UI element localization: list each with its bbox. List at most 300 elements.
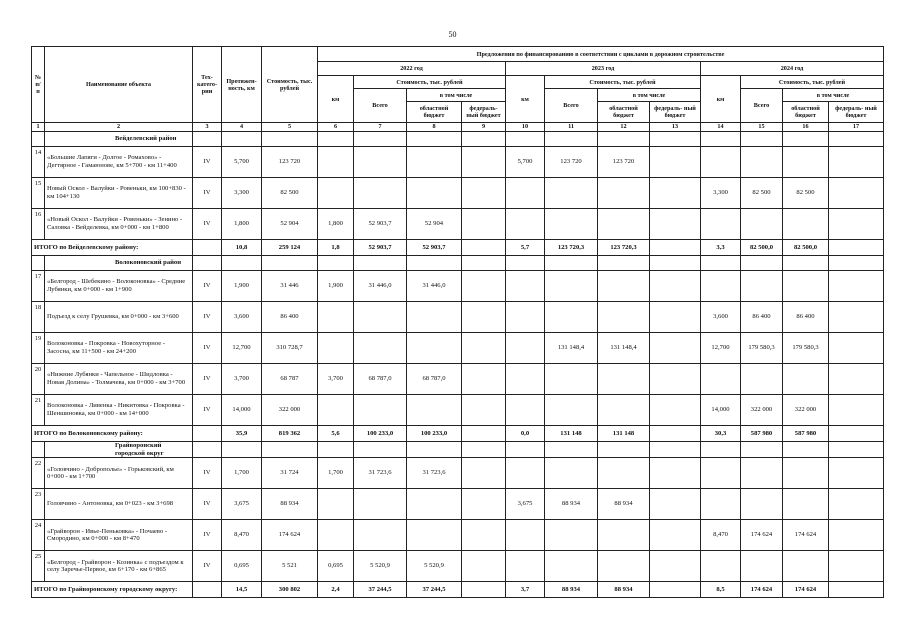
data-cell [545, 271, 598, 302]
district-cell [545, 256, 598, 271]
data-cell [462, 302, 506, 333]
header-name: Наименование объекта [45, 47, 193, 123]
district-name: Грайворонский городской округ [45, 442, 193, 458]
district-cell [701, 132, 741, 147]
data-cell [318, 302, 354, 333]
header-year-2022: 2022 год [318, 62, 506, 76]
data-cell [506, 520, 545, 551]
data-cell: 86 400 [783, 302, 829, 333]
data-cell [462, 458, 506, 489]
data-cell: 174 624 [262, 520, 318, 551]
column-index-cell: 6 [318, 123, 354, 132]
header-total-2023: Всего [545, 89, 598, 123]
data-cell [598, 364, 650, 395]
total-cell [650, 582, 701, 598]
data-cell [650, 178, 701, 209]
total-cell: 123 720,3 [545, 240, 598, 256]
data-cell [318, 178, 354, 209]
data-cell: 1,800 [318, 209, 354, 240]
data-cell: IV [193, 551, 222, 582]
district-cell [783, 442, 829, 458]
data-cell: 88 934 [598, 489, 650, 520]
row-number: 21 [32, 395, 45, 426]
district-cell [598, 256, 650, 271]
data-cell: IV [193, 489, 222, 520]
data-cell [318, 395, 354, 426]
data-cell [545, 551, 598, 582]
total-cell: 37 244,5 [354, 582, 407, 598]
data-cell: 12,700 [222, 333, 262, 364]
row-number: 18 [32, 302, 45, 333]
total-cell: 37 244,5 [407, 582, 462, 598]
header-incl-2024: в том числе [783, 89, 884, 102]
data-cell: 3,700 [318, 364, 354, 395]
table-row [32, 395, 884, 426]
data-cell [462, 333, 506, 364]
data-cell [650, 551, 701, 582]
data-cell: 31 724 [262, 458, 318, 489]
data-cell [545, 458, 598, 489]
header-incl-2023: в том числе [598, 89, 701, 102]
data-cell: 5 520,9 [407, 551, 462, 582]
total-cell: 259 124 [262, 240, 318, 256]
data-cell [701, 458, 741, 489]
total-cell [829, 582, 884, 598]
data-cell: 3,300 [222, 178, 262, 209]
data-cell [462, 489, 506, 520]
column-index-cell: 11 [545, 123, 598, 132]
header-incl-2022: в том числе [407, 89, 506, 102]
district-cell [318, 256, 354, 271]
data-cell [462, 551, 506, 582]
row-number: 16 [32, 209, 45, 240]
district-cell [783, 256, 829, 271]
data-cell [354, 147, 407, 178]
data-cell: 14,000 [222, 395, 262, 426]
data-cell [701, 147, 741, 178]
data-cell [829, 333, 884, 364]
data-cell: 179 580,3 [783, 333, 829, 364]
total-cell: 123 720,3 [598, 240, 650, 256]
data-cell [407, 395, 462, 426]
data-cell [741, 147, 783, 178]
data-cell: 1,700 [222, 458, 262, 489]
data-cell: IV [193, 271, 222, 302]
district-cell [829, 256, 884, 271]
total-cell [462, 426, 506, 442]
data-cell [829, 209, 884, 240]
district-cell [741, 256, 783, 271]
data-cell: IV [193, 147, 222, 178]
total-row [32, 582, 884, 598]
header-cost: Стоимость, тыс. рублей [262, 47, 318, 123]
object-name: Волоконовка - Покровка - Новохуторное - Засосна, км 11+500 - км 24+200 [45, 333, 193, 364]
table-row [32, 333, 884, 364]
data-cell [506, 551, 545, 582]
data-cell [741, 271, 783, 302]
data-cell [506, 209, 545, 240]
data-cell [598, 178, 650, 209]
total-cell: 2,4 [318, 582, 354, 598]
row-number: 24 [32, 520, 45, 551]
data-cell [407, 302, 462, 333]
data-cell [701, 209, 741, 240]
total-cell: 10,8 [222, 240, 262, 256]
district-cell [193, 442, 222, 458]
object-name: «Большие Лапяги - Долгое - Ромахово» - Дегтярное - Гамаюнове, км 5+700 - км 11+400 [45, 147, 193, 178]
data-cell [354, 489, 407, 520]
total-label: ИТОГО по Вейделевскому району: [32, 240, 193, 256]
data-cell [598, 551, 650, 582]
data-cell: 31 723,6 [354, 458, 407, 489]
district-cell [262, 442, 318, 458]
district-cell [407, 442, 462, 458]
header-total-2024: Всего [741, 89, 783, 123]
total-cell: 587 980 [783, 426, 829, 442]
data-cell: 5 520,9 [354, 551, 407, 582]
data-cell [650, 302, 701, 333]
data-cell [829, 395, 884, 426]
district-cell [462, 442, 506, 458]
total-cell: 100 233,0 [407, 426, 462, 442]
district-name: Волоконовский район [45, 256, 193, 271]
data-cell [650, 395, 701, 426]
total-cell: 131 148 [598, 426, 650, 442]
data-cell: 3,600 [701, 302, 741, 333]
total-cell: 82 500,0 [741, 240, 783, 256]
data-cell [783, 551, 829, 582]
data-cell: 82 500 [741, 178, 783, 209]
data-cell [462, 395, 506, 426]
header-km-2023: км [506, 76, 545, 123]
data-cell [741, 458, 783, 489]
data-cell [506, 458, 545, 489]
row-number: 23 [32, 489, 45, 520]
district-row [32, 442, 884, 458]
header-year-2024: 2024 год [701, 62, 884, 76]
data-cell [783, 364, 829, 395]
district-cell [829, 442, 884, 458]
data-cell [506, 333, 545, 364]
data-cell [741, 209, 783, 240]
header-length: Протяжен- ность, км [222, 47, 262, 123]
total-cell: 14,5 [222, 582, 262, 598]
data-cell [318, 520, 354, 551]
district-cell [506, 256, 545, 271]
data-cell [598, 520, 650, 551]
district-cell [32, 256, 45, 271]
data-cell [506, 178, 545, 209]
data-cell [407, 333, 462, 364]
district-cell [354, 256, 407, 271]
total-cell: 52 903,7 [407, 240, 462, 256]
district-cell [545, 442, 598, 458]
data-cell: 86 400 [262, 302, 318, 333]
total-row [32, 426, 884, 442]
header-regional-2023: областной бюджет [598, 102, 650, 123]
row-number: 25 [32, 551, 45, 582]
district-cell [701, 256, 741, 271]
data-cell: 1,900 [318, 271, 354, 302]
data-cell [783, 458, 829, 489]
road-financing-table [31, 46, 884, 598]
data-cell [650, 209, 701, 240]
table-row [32, 489, 884, 520]
data-cell [354, 178, 407, 209]
data-cell [598, 302, 650, 333]
data-cell: 131 148,4 [598, 333, 650, 364]
data-cell [462, 271, 506, 302]
district-cell [506, 132, 545, 147]
data-cell: 5,700 [222, 147, 262, 178]
data-cell [829, 364, 884, 395]
data-cell: IV [193, 178, 222, 209]
data-cell: 82 500 [262, 178, 318, 209]
column-index-cell: 16 [783, 123, 829, 132]
data-cell [506, 271, 545, 302]
data-cell [650, 458, 701, 489]
data-cell [783, 209, 829, 240]
data-cell: 322 000 [783, 395, 829, 426]
data-cell [506, 364, 545, 395]
data-cell: 123 720 [545, 147, 598, 178]
total-cell: 88 934 [598, 582, 650, 598]
table-row [32, 364, 884, 395]
data-cell: 86 400 [741, 302, 783, 333]
row-number: 14 [32, 147, 45, 178]
data-cell [598, 271, 650, 302]
district-cell [462, 256, 506, 271]
district-cell [354, 132, 407, 147]
data-cell: 82 500 [783, 178, 829, 209]
total-cell: 0,0 [506, 426, 545, 442]
district-cell [222, 132, 262, 147]
district-cell [545, 132, 598, 147]
total-cell: 3,3 [701, 240, 741, 256]
column-index-cell: 1 [32, 123, 45, 132]
district-cell [262, 132, 318, 147]
object-name: Головчино - Антоновка, км 0+023 - км 3+698 [45, 489, 193, 520]
total-cell [650, 426, 701, 442]
total-cell: 35,9 [222, 426, 262, 442]
total-cell [829, 240, 884, 256]
total-cell [462, 582, 506, 598]
district-cell [318, 442, 354, 458]
district-cell [701, 442, 741, 458]
data-cell [407, 178, 462, 209]
data-cell [650, 147, 701, 178]
header-federal-2023: федераль- ный бюджет [650, 102, 701, 123]
table-row [32, 178, 884, 209]
column-index-row [32, 123, 884, 132]
total-cell: 300 802 [262, 582, 318, 598]
data-cell [598, 395, 650, 426]
data-cell: 0,695 [222, 551, 262, 582]
district-cell [506, 442, 545, 458]
district-cell [783, 132, 829, 147]
district-row [32, 256, 884, 271]
header-cost-2022: Стоимость, тыс. рублей [354, 76, 506, 89]
data-cell [701, 551, 741, 582]
data-cell: 179 580,3 [741, 333, 783, 364]
total-cell [829, 426, 884, 442]
object-name: «Новый Оскол - Валуйки - Ровеньки» - Зенино - Саловка - Вейделевка, км 0+000 - км 1+800 [45, 209, 193, 240]
header-federal-2022: федераль- ный бюджет [462, 102, 506, 123]
object-name: «Белгород - Грайворон - Козинка» с подъездом к селу Заречье-Первое, км 6+170 - км 6+865 [45, 551, 193, 582]
total-label: ИТОГО по Волоконовскому району: [32, 426, 193, 442]
row-number: 15 [32, 178, 45, 209]
data-cell [650, 333, 701, 364]
total-cell [193, 582, 222, 598]
district-cell [407, 132, 462, 147]
data-cell [506, 395, 545, 426]
data-cell [545, 178, 598, 209]
district-cell [741, 132, 783, 147]
district-cell [262, 256, 318, 271]
total-cell: 131 148 [545, 426, 598, 442]
object-name: Волоконовка - Ливенка - Никитовка - Покровка - Шеншиновка, км 0+000 - км 14+000 [45, 395, 193, 426]
district-cell [650, 256, 701, 271]
total-cell: 30,3 [701, 426, 741, 442]
data-cell [701, 271, 741, 302]
data-cell [650, 364, 701, 395]
data-cell: 1,900 [222, 271, 262, 302]
data-cell [741, 364, 783, 395]
data-cell: IV [193, 333, 222, 364]
data-cell: IV [193, 458, 222, 489]
total-cell: 819 362 [262, 426, 318, 442]
data-cell: IV [193, 395, 222, 426]
data-cell: 310 728,7 [262, 333, 318, 364]
data-cell: 3,600 [222, 302, 262, 333]
data-cell [783, 147, 829, 178]
data-cell: 12,700 [701, 333, 741, 364]
total-cell: 52 903,7 [354, 240, 407, 256]
data-cell [741, 489, 783, 520]
total-cell: 5,7 [506, 240, 545, 256]
data-cell: 88 934 [545, 489, 598, 520]
row-number: 19 [32, 333, 45, 364]
header-cost-2024: Стоимость, тыс. рублей [741, 76, 884, 89]
district-row [32, 132, 884, 147]
data-cell [741, 551, 783, 582]
data-cell [462, 147, 506, 178]
table-row [32, 209, 884, 240]
data-cell: 52 904 [262, 209, 318, 240]
data-cell: 68 787,0 [407, 364, 462, 395]
row-number: 17 [32, 271, 45, 302]
object-name: Новый Оскол - Валуйки - Ровеньки, км 100+830 - км 104+130 [45, 178, 193, 209]
data-cell [701, 364, 741, 395]
data-cell: 3,700 [222, 364, 262, 395]
data-cell: 8,470 [701, 520, 741, 551]
object-name: «Грайворон - Ивье-Пеньковка» - Почаево - Смородино, км 0+000 - км 8+470 [45, 520, 193, 551]
column-index-cell: 5 [262, 123, 318, 132]
data-cell: 3,300 [701, 178, 741, 209]
table-row [32, 551, 884, 582]
data-cell [783, 489, 829, 520]
data-cell: 131 148,4 [545, 333, 598, 364]
data-cell [829, 489, 884, 520]
data-cell [829, 302, 884, 333]
data-cell: 1,800 [222, 209, 262, 240]
data-cell: 31 446,0 [354, 271, 407, 302]
header-km-2022: км [318, 76, 354, 123]
data-cell: 5,700 [506, 147, 545, 178]
district-cell [741, 442, 783, 458]
table-row [32, 271, 884, 302]
district-cell [407, 256, 462, 271]
data-cell [701, 489, 741, 520]
data-cell: 5 521 [262, 551, 318, 582]
district-cell [650, 132, 701, 147]
data-cell [545, 302, 598, 333]
data-cell: 322 000 [741, 395, 783, 426]
column-index-cell: 17 [829, 123, 884, 132]
data-cell [545, 395, 598, 426]
data-cell [829, 551, 884, 582]
district-cell [32, 132, 45, 147]
district-cell [222, 256, 262, 271]
data-cell: 8,470 [222, 520, 262, 551]
header-federal-2024: федераль- ный бюджет [829, 102, 884, 123]
data-cell [598, 209, 650, 240]
district-cell [354, 442, 407, 458]
data-cell [598, 458, 650, 489]
data-cell [462, 209, 506, 240]
data-cell [650, 520, 701, 551]
data-cell: 14,000 [701, 395, 741, 426]
header-proposals: Предложения по финансированию в соответствии с циклами в дорожном строительстве [318, 47, 884, 62]
header-year-2023: 2023 год [506, 62, 701, 76]
total-cell: 3,7 [506, 582, 545, 598]
column-index-cell: 10 [506, 123, 545, 132]
object-name: «Белгород - Шебекино - Волоконовка» - Средние Лубянки, км 0+000 - км 1+900 [45, 271, 193, 302]
column-index-cell: 13 [650, 123, 701, 132]
header-regional-2022: областной бюджет [407, 102, 462, 123]
header-category: Тех- катего- рии [193, 47, 222, 123]
data-cell [407, 520, 462, 551]
district-cell [32, 442, 45, 458]
data-cell [407, 147, 462, 178]
object-name: «Нижние Лубянки - Чапельное - Шидловка - Новая Долина» - Толмачева, км 0+000 - км 3+700 [45, 364, 193, 395]
data-cell: 3,675 [506, 489, 545, 520]
district-name: Вейделевский район [45, 132, 193, 147]
data-cell [318, 147, 354, 178]
data-cell: 123 720 [262, 147, 318, 178]
data-cell: IV [193, 302, 222, 333]
table-row [32, 302, 884, 333]
district-cell [650, 442, 701, 458]
data-cell: 31 723,6 [407, 458, 462, 489]
data-cell [354, 302, 407, 333]
total-cell: 5,6 [318, 426, 354, 442]
column-index-cell: 2 [45, 123, 193, 132]
total-cell: 88 934 [545, 582, 598, 598]
total-cell [193, 240, 222, 256]
data-cell [545, 364, 598, 395]
district-cell [598, 442, 650, 458]
total-cell: 100 233,0 [354, 426, 407, 442]
data-cell: 88 934 [262, 489, 318, 520]
header-total-2022: Всего [354, 89, 407, 123]
data-cell: 31 446,0 [407, 271, 462, 302]
table-row [32, 147, 884, 178]
data-cell [650, 271, 701, 302]
object-name: «Головчино - Доброполье» - Горьковский, км 0+000 - км 1+700 [45, 458, 193, 489]
total-label: ИТОГО по Грайворонскому городскому округу: [32, 582, 193, 598]
data-cell [462, 364, 506, 395]
